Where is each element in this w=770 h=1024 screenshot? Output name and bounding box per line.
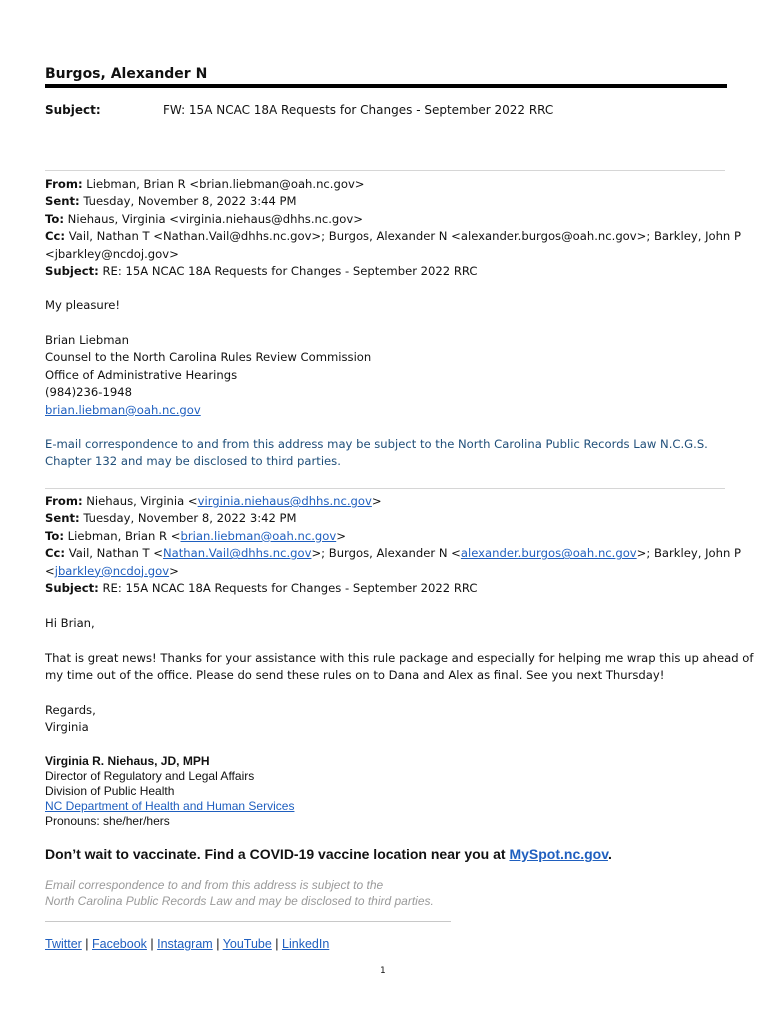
email-1-body [45, 297, 735, 314]
mailbox-owner-name: Burgos, Alexander N [45, 66, 208, 82]
signature-title: Counsel to the North Carolina Rules Review Commission [45, 350, 372, 365]
from-email-link[interactable]: virginia.niehaus@dhhs.nc.gov [197, 494, 372, 508]
to-line [45, 528, 735, 545]
signature-email-link[interactable]: brian.liebman@oah.nc.gov [45, 402, 201, 417]
from-line [45, 493, 735, 510]
vaccine-text-end: . [607, 846, 612, 862]
myspot-link[interactable]: MySpot.nc.gov [509, 846, 608, 862]
to-value: Niehaus, Virginia <virginia.niehaus@dhhs.nc.gov> [63, 211, 363, 226]
cc-value: Vail, Nathan T <Nathan.Vail@dhhs.nc.gov>; Burgos, Alexander N <alexander.burgos@oah.nc.gov>; Barkley, John P [65, 229, 741, 244]
to-text-end: > [336, 528, 346, 543]
subject-value: FW: 15A NCAC 18A Requests for Changes - September 2022 RRC [163, 103, 554, 117]
email-2-body [45, 650, 754, 685]
signature-name: Brian Liebman [45, 333, 129, 347]
signature-phone: (984)236-1948 [45, 385, 132, 400]
to-text: Liebman, Brian R < [63, 528, 181, 543]
signature-pronouns: Pronouns: she/her/hers [45, 814, 170, 828]
cc-line [45, 545, 741, 562]
header-rule [45, 84, 727, 88]
social-separator: | [212, 937, 223, 951]
email-2-signature [45, 754, 725, 829]
email-1-disclaimer [45, 436, 735, 471]
disclaimer-line-1: Email correspondence to and from this address is subject to the [45, 878, 384, 892]
email-2-headers [45, 493, 741, 597]
cc-line-2: <jbarkley@ncdoj.gov> [45, 246, 179, 261]
youtube-link[interactable]: YouTube [222, 937, 272, 951]
divider [45, 170, 725, 171]
cc-email-link-vail[interactable]: Nathan.Vail@dhhs.nc.gov [162, 546, 312, 561]
sent-value: Tuesday, November 8, 2022 3:42 PM [79, 511, 297, 526]
cc-text-mid: >; Burgos, Alexander N < [311, 546, 461, 561]
signature-name: Virginia R. Niehaus, JD, MPH [45, 754, 210, 768]
twitter-link[interactable]: Twitter [45, 937, 82, 951]
divider [45, 488, 725, 489]
cc-label: Cc: [45, 546, 66, 561]
disclaimer-line-2: Chapter 132 and may be disclosed to third parties. [45, 454, 341, 469]
cc-email-link-burgos[interactable]: alexander.burgos@oah.nc.gov [460, 546, 637, 561]
email-1-signature [45, 332, 735, 419]
cc-text-end: >; Barkley, John P [636, 546, 741, 561]
vaccine-banner [45, 846, 612, 862]
cc-line [45, 228, 741, 245]
disclaimer-line-1: E-mail correspondence to and from this address may be subject to the North Carolina Public Records Law N.C.G.S. [45, 437, 708, 451]
signature-division: Division of Public Health [45, 784, 175, 798]
vaccine-text: Don’t wait to vaccinate. Find a COVID-19 vaccine location near you at [45, 846, 510, 862]
email-1-headers [45, 176, 741, 280]
facebook-link[interactable]: Facebook [92, 937, 147, 951]
from-text: Niehaus, Virginia < [82, 494, 198, 508]
email-2-disclaimer [45, 877, 434, 909]
signature-title: Director of Regulatory and Legal Affairs [45, 769, 255, 783]
cc-line-2 [45, 563, 735, 580]
subject-line [45, 580, 735, 597]
sent-line [45, 510, 735, 527]
cc2-text: < [45, 563, 55, 578]
signoff-name: Virginia [45, 720, 89, 735]
social-separator: | [146, 937, 158, 951]
body-line-2: my time out of the office. Please do send these rules on to Dana and Alex as final. See you next Thursday! [45, 668, 665, 683]
signature-divider [45, 921, 451, 922]
regards: Regards, [45, 703, 96, 717]
greeting: Hi Brian, [45, 616, 95, 630]
to-label: To: [45, 211, 64, 226]
department-link[interactable]: NC Department of Health and Human Services [45, 799, 295, 813]
subject-label: Subject: [45, 581, 99, 596]
from-line [45, 176, 735, 193]
disclaimer-line-2: North Carolina Public Records Law and may be disclosed to third parties. [45, 894, 434, 908]
social-links [45, 937, 329, 951]
from-label: From: [45, 494, 83, 508]
from-value: Liebman, Brian R <brian.liebman@oah.nc.gov> [82, 177, 365, 191]
subject-value: RE: 15A NCAC 18A Requests for Changes - September 2022 RRC [98, 264, 478, 279]
social-separator: | [271, 937, 283, 951]
email-2-greeting [45, 615, 735, 632]
subject-label: Subject: [45, 103, 101, 117]
instagram-link[interactable]: Instagram [157, 937, 213, 951]
cc-text: Vail, Nathan T < [65, 546, 163, 561]
from-text-end: > [371, 494, 382, 508]
to-line [45, 211, 735, 228]
signature-office: Office of Administrative Hearings [45, 367, 238, 382]
sent-label: Sent: [45, 511, 80, 526]
cc2-text-end: > [169, 563, 179, 578]
cc-email-link-barkley[interactable]: jbarkley@ncdoj.gov [54, 563, 170, 578]
from-label: From: [45, 177, 83, 191]
page-number: 1 [380, 966, 386, 976]
to-email-link[interactable]: brian.liebman@oah.nc.gov [180, 528, 337, 543]
sent-line [45, 193, 735, 210]
cc-label: Cc: [45, 229, 66, 244]
to-label: To: [45, 528, 64, 543]
sent-label: Sent: [45, 194, 80, 209]
subject-label: Subject: [45, 264, 99, 279]
linkedin-link[interactable]: LinkedIn [282, 937, 330, 951]
social-separator: | [81, 937, 93, 951]
body-text: My pleasure! [45, 298, 121, 312]
body-line-1: That is great news! Thanks for your assistance with this rule package and especially for helping me wrap this up ahead of [45, 651, 754, 665]
sent-value: Tuesday, November 8, 2022 3:44 PM [79, 194, 297, 209]
email-2-closing [45, 702, 735, 737]
subject-value: RE: 15A NCAC 18A Requests for Changes - September 2022 RRC [98, 581, 478, 596]
subject-line [45, 263, 735, 280]
